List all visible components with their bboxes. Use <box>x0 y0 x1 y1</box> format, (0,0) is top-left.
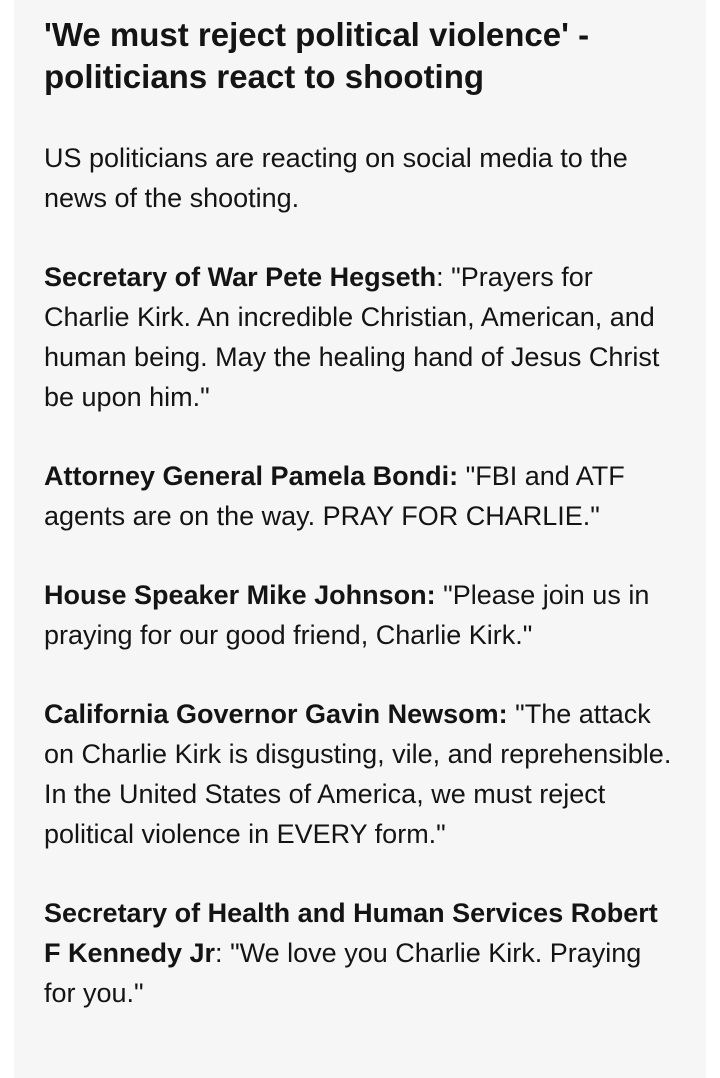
quote-speaker: House Speaker Mike Johnson: <box>44 580 436 610</box>
quote-speaker: Secretary of War Pete Hegseth <box>44 262 437 292</box>
quote-paragraph <box>44 456 676 536</box>
quote-separator <box>458 461 466 491</box>
quote-speaker: Attorney General Pamela Bondi: <box>44 461 459 491</box>
quote-speaker: Secretary of Health and Human Services Robert F Kennedy Jr <box>44 898 658 968</box>
quote-paragraph <box>44 575 676 655</box>
quote-text: "Prayers for Charlie Kirk. An incredible Christian, American, and human being. May the healing hand of Jesus Christ be upon him." <box>44 262 660 412</box>
post-intro: US politicians are reacting on social media to the news of the shooting. <box>44 143 628 213</box>
quote-text: "We love you Charlie Kirk. Praying for you." <box>44 938 642 1008</box>
quote-speaker: California Governor Gavin Newsom: <box>44 699 508 729</box>
quote-text: "FBI and ATF agents are on the way. PRAY FOR CHARLIE." <box>44 461 625 531</box>
live-post-card <box>14 0 706 1078</box>
quote-text: "Please join us in praying for our good friend, Charlie Kirk." <box>44 580 650 650</box>
quote-paragraph <box>44 694 676 854</box>
quote-paragraph <box>44 893 676 1013</box>
quote-separator <box>436 580 444 610</box>
quote-separator <box>508 699 516 729</box>
quote-paragraph <box>44 257 676 417</box>
quote-separator: : <box>215 938 231 968</box>
quote-separator: : <box>436 262 452 292</box>
post-headline: 'We must reject political violence' - politicians react to shooting <box>44 16 590 95</box>
quote-text: "The attack on Charlie Kirk is disgusting, vile, and reprehensible. In the United States of America, we must reject political violence in EVERY form." <box>44 699 672 849</box>
